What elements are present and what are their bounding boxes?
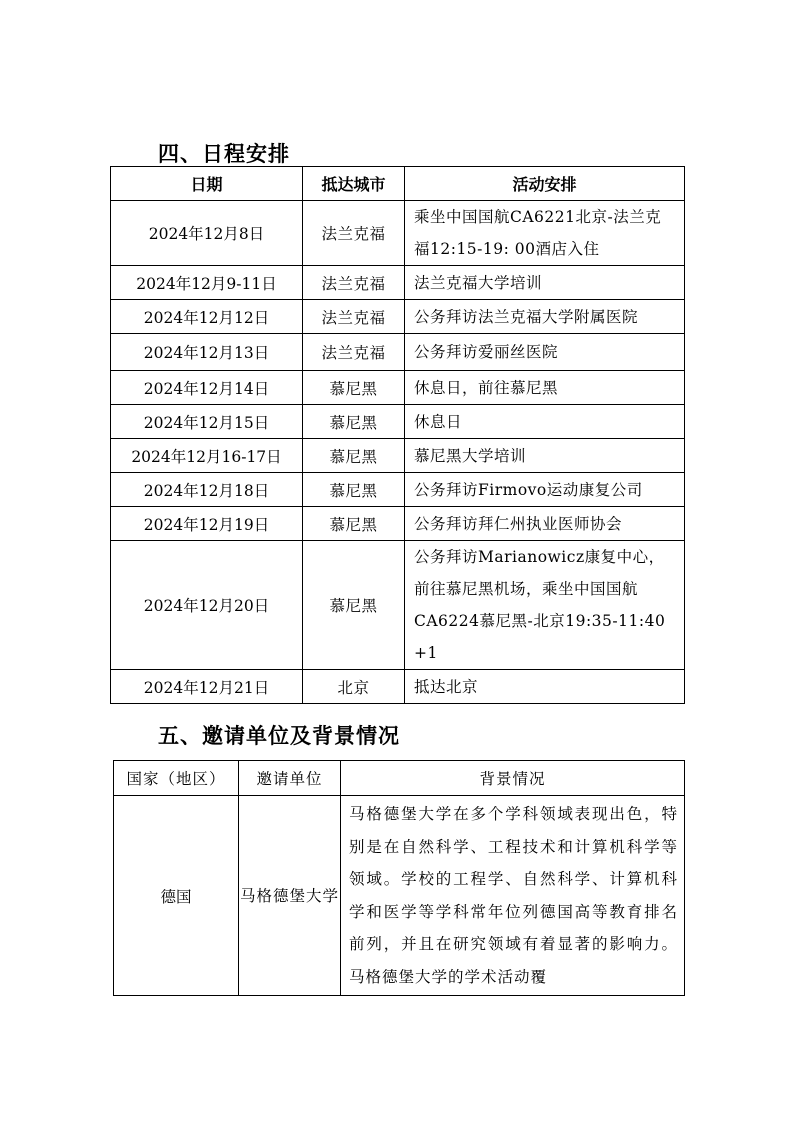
table-row [111, 405, 685, 439]
header-city: 抵达城市 [303, 167, 405, 201]
city-cell: 法兰克福 [303, 300, 405, 334]
header-date: 日期 [111, 167, 303, 201]
table-row [111, 541, 685, 670]
header-background: 背景情况 [341, 761, 685, 796]
city-cell: 北京 [303, 670, 405, 704]
table-row [111, 439, 685, 473]
date-cell: 2024年12月8日 [111, 201, 303, 266]
table-row [114, 796, 685, 996]
date-cell: 2024年12月18日 [111, 473, 303, 507]
city-cell: 法兰克福 [303, 334, 405, 371]
table-row [111, 670, 685, 704]
table-row [111, 507, 685, 541]
activity-cell: 公务拜访爱丽丝医院 [405, 334, 685, 371]
date-cell: 2024年12月12日 [111, 300, 303, 334]
date-cell: 2024年12月13日 [111, 334, 303, 371]
activity-cell: 公务拜访法兰克福大学附属医院 [405, 300, 685, 334]
header-unit: 邀请单位 [239, 761, 341, 796]
table-row [111, 334, 685, 371]
table-row [111, 266, 685, 300]
city-cell: 慕尼黑 [303, 507, 405, 541]
city-cell: 法兰克福 [303, 201, 405, 266]
date-cell: 2024年12月15日 [111, 405, 303, 439]
activity-cell: 乘坐中国国航CA6221北京-法兰克福12:15-19: 00酒店入住 [405, 201, 685, 266]
table-row [111, 371, 685, 405]
date-cell: 2024年12月21日 [111, 670, 303, 704]
activity-cell: 公务拜访Firmovo运动康复公司 [405, 473, 685, 507]
inviter-table [113, 760, 685, 996]
city-cell: 慕尼黑 [303, 439, 405, 473]
header-activity: 活动安排 [405, 167, 685, 201]
city-cell: 慕尼黑 [303, 541, 405, 670]
table-row [111, 300, 685, 334]
date-cell: 2024年12月14日 [111, 371, 303, 405]
background-cell: 马格德堡大学在多个学科领域表现出色，特别是在自然科学、工程技术和计算机科学等领域。学校的工程学、自然科学、计算机科学和医学等学科常年位列德国高等教育排名前列，并且在研究领域有着显著的影响力。马格德堡大学的学术活动覆 [341, 796, 685, 996]
schedule-header-row [111, 167, 685, 201]
activity-cell: 休息日 [405, 405, 685, 439]
header-country: 国家（地区） [114, 761, 239, 796]
inviter-header-row [114, 761, 685, 796]
city-cell: 慕尼黑 [303, 371, 405, 405]
activity-cell: 慕尼黑大学培训 [405, 439, 685, 473]
activity-cell: 公务拜访拜仁州执业医师协会 [405, 507, 685, 541]
date-cell: 2024年12月19日 [111, 507, 303, 541]
country-cell: 德国 [114, 796, 239, 996]
city-cell: 慕尼黑 [303, 473, 405, 507]
table-row [111, 473, 685, 507]
activity-cell: 公务拜访Marianowicz康复中心，前往慕尼黑机场，乘坐中国国航CA6224慕尼黑-北京19:35-11:40 +1 [405, 541, 685, 670]
activity-cell: 休息日，前往慕尼黑 [405, 371, 685, 405]
city-cell: 慕尼黑 [303, 405, 405, 439]
date-cell: 2024年12月9-11日 [111, 266, 303, 300]
table-row [111, 201, 685, 266]
city-cell: 法兰克福 [303, 266, 405, 300]
section-4-heading: 四、日程安排 [158, 142, 290, 166]
date-cell: 2024年12月20日 [111, 541, 303, 670]
section-5-heading: 五、邀请单位及背景情况 [158, 724, 400, 748]
schedule-table [110, 166, 685, 704]
activity-cell: 抵达北京 [405, 670, 685, 704]
date-cell: 2024年12月16-17日 [111, 439, 303, 473]
unit-cell: 马格德堡大学 [239, 796, 341, 996]
activity-cell: 法兰克福大学培训 [405, 266, 685, 300]
